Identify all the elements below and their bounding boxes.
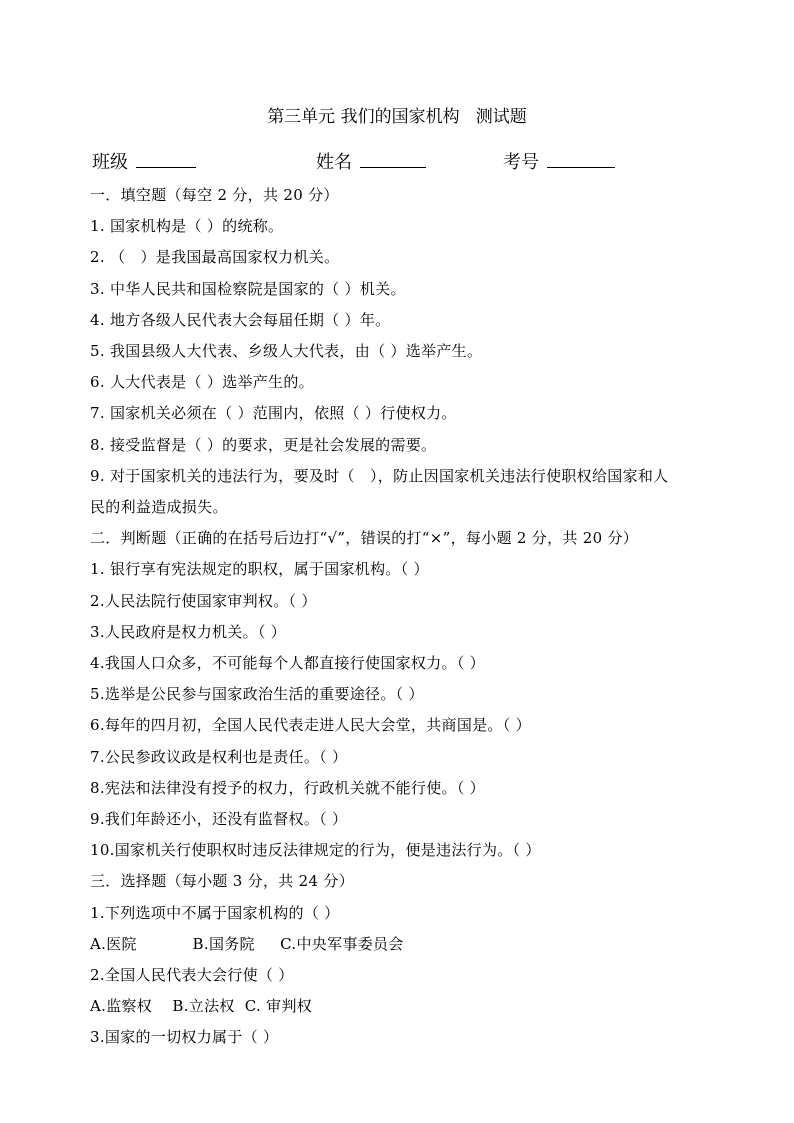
class-label: 班级 [92,152,128,173]
question-line: 7. 国家机关必须在（ ）范围内，依照（ ）行使权力。 [90,404,457,423]
name-field [316,147,426,176]
question-line: 2.人民法院行使国家审判权。（ ） [90,591,317,610]
question-line: 1. 国家机构是（ ）的统称。 [90,217,284,236]
question-line: 3. 中华人民共和国检察院是国家的（ ）机关。 [90,279,406,298]
student-info-line [0,147,794,175]
question-line: 2. （ ）是我国最高国家权力机关。 [90,248,340,267]
question-line: 9. 对于国家机关的违法行为，要及时（ ），防止因国家机关违法行使职权给国家和人 [90,466,669,485]
name-blank[interactable] [360,147,426,168]
question-line: 6. 人大代表是（ ）选举产生的。 [90,373,314,392]
number-blank[interactable] [547,147,615,168]
class-field [92,147,196,176]
question-line: 1.下列选项中不属于国家机构的（ ） [90,903,340,922]
section-heading-true-false: 二．判断题（正确的在括号后边打“√”，错误的打“×”，每小题 2 分，共 20 分） [90,529,639,548]
question-line: 3.国家的一切权力属于（ ） [90,1028,279,1047]
question-line: 3.人民政府是权力机关。（ ） [90,622,287,641]
question-line: 1. 银行享有宪法规定的职权，属于国家机构。（ ） [90,560,429,579]
question-line: 6.每年的四月初，全国人民代表走进人民大会堂，共商国是。（ ） [90,716,531,735]
name-label: 姓名 [316,152,352,173]
number-field [503,147,615,176]
question-line: 4.我国人口众多，不可能每个人都直接行使国家权力。（ ） [90,654,485,673]
answer-options-line: A.医院 B.国务院 C.中央军事委员会 [90,934,404,953]
question-line: 9.我们年龄还小，还没有监督权。（ ） [90,810,348,829]
question-line: 5. 我国县级人大代表、乡级人大代表，由（ ）选举产生。 [90,342,483,361]
question-line-continued: 民的利益造成损失。 [90,498,228,517]
question-line: 8.宪法和法律没有授予的权力，行政机关就不能行使。（ ） [90,778,485,797]
question-line: 10.国家机关行使职权时违反法律规定的行为，便是违法行为。（ ） [90,841,541,860]
exam-content [90,180,710,1054]
number-label: 考号 [503,152,539,173]
section-heading-fill-blank: 一．填空题（每空 2 分，共 20 分） [90,186,339,204]
question-line: 4. 地方各级人民代表大会每届任期（ ）年。 [90,310,391,329]
question-line: 8. 接受监督是（ ）的要求，更是社会发展的需要。 [90,435,437,454]
question-line: 7.公民参政议政是权利也是责任。（ ） [90,747,348,766]
answer-options-line: A.监察权 B.立法权 C. 审判权 [90,997,313,1016]
question-line: 5.选举是公民参与国家政治生活的重要途径。（ ） [90,685,424,704]
section-heading-multiple-choice: 三．选择题（每小题 3 分，共 24 分） [90,872,355,891]
question-line: 2.全国人民代表大会行使（ ） [90,966,294,985]
class-blank[interactable] [136,147,196,168]
page-title: 第三单元 我们的国家机构 测试题 [267,107,527,127]
